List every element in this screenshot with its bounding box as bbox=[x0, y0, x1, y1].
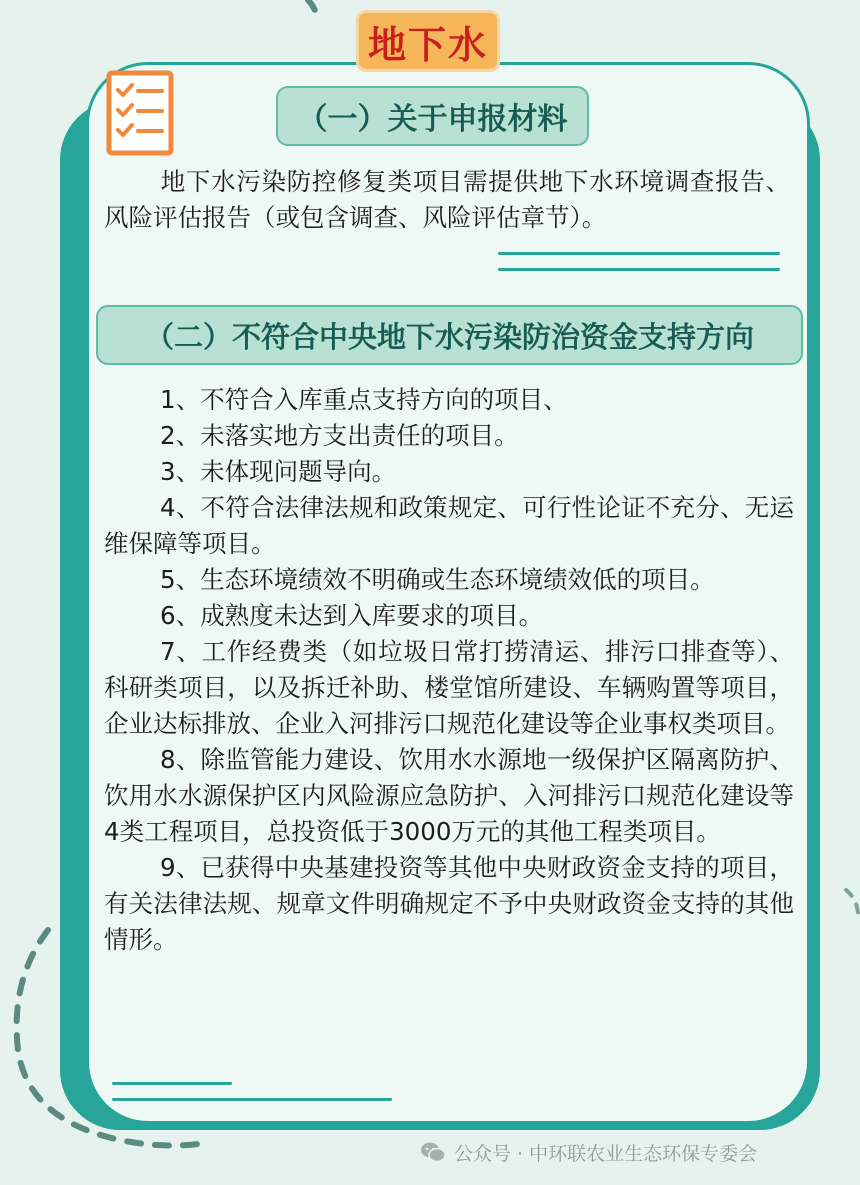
watermark bbox=[420, 1136, 840, 1168]
unsupported-list bbox=[104, 382, 794, 958]
divider-line bbox=[498, 268, 780, 271]
list-item: 2、未落实地方支出责任的项目。 bbox=[160, 421, 519, 450]
materials-paragraph bbox=[104, 164, 790, 236]
page-title: 地下水 bbox=[356, 10, 500, 72]
list-item: 8、除监管能力建设、饮用水水源地一级保护区隔离防护、饮用水水源保护区内风险源应急防护、入河排污口规范化建设等4类工程项目，总投资低于3000万元的其他工程类项目。 bbox=[104, 745, 794, 846]
materials-text: 地下水污染防控修复类项目需提供地下水环境调查报告、风险评估报告（或包含调查、风险评估章节）。 bbox=[104, 167, 790, 232]
section-heading-materials: （一）关于申报材料 bbox=[276, 86, 589, 146]
divider-line bbox=[112, 1098, 392, 1101]
list-item: 5、生态环境绩效不明确或生态环境绩效低的项目。 bbox=[160, 565, 715, 594]
list-item: 7、工作经费类（如垃圾日常打捞清运、排污口排查等）、科研类项目，以及拆迁补助、楼堂馆所建设、车辆购置等项目，企业达标排放、企业入河排污口规范化建设等企业事权类项目。 bbox=[104, 637, 794, 738]
checklist-icon bbox=[106, 70, 174, 156]
wechat-icon bbox=[420, 1141, 446, 1163]
list-item: 9、已获得中央基建投资等其他中央财政资金支持的项目，有关法律法规、规章文件明确规定不予中央财政资金支持的其他情形。 bbox=[104, 853, 794, 954]
watermark-text: 公众号 · 中环联农业生态环保专委会 bbox=[454, 1142, 758, 1165]
divider-line bbox=[112, 1082, 232, 1085]
list-item: 1、不符合入库重点支持方向的项目、 bbox=[160, 385, 568, 414]
list-item: 3、未体现问题导向。 bbox=[160, 457, 397, 486]
divider-line bbox=[498, 252, 780, 255]
list-item: 6、成熟度未达到入库要求的项目。 bbox=[160, 601, 544, 630]
list-item: 4、不符合法律法规和政策规定、可行性论证不充分、无运维保障等项目。 bbox=[104, 493, 794, 558]
section-heading-unsupported: （二）不符合中央地下水污染防治资金支持方向 bbox=[96, 305, 803, 365]
